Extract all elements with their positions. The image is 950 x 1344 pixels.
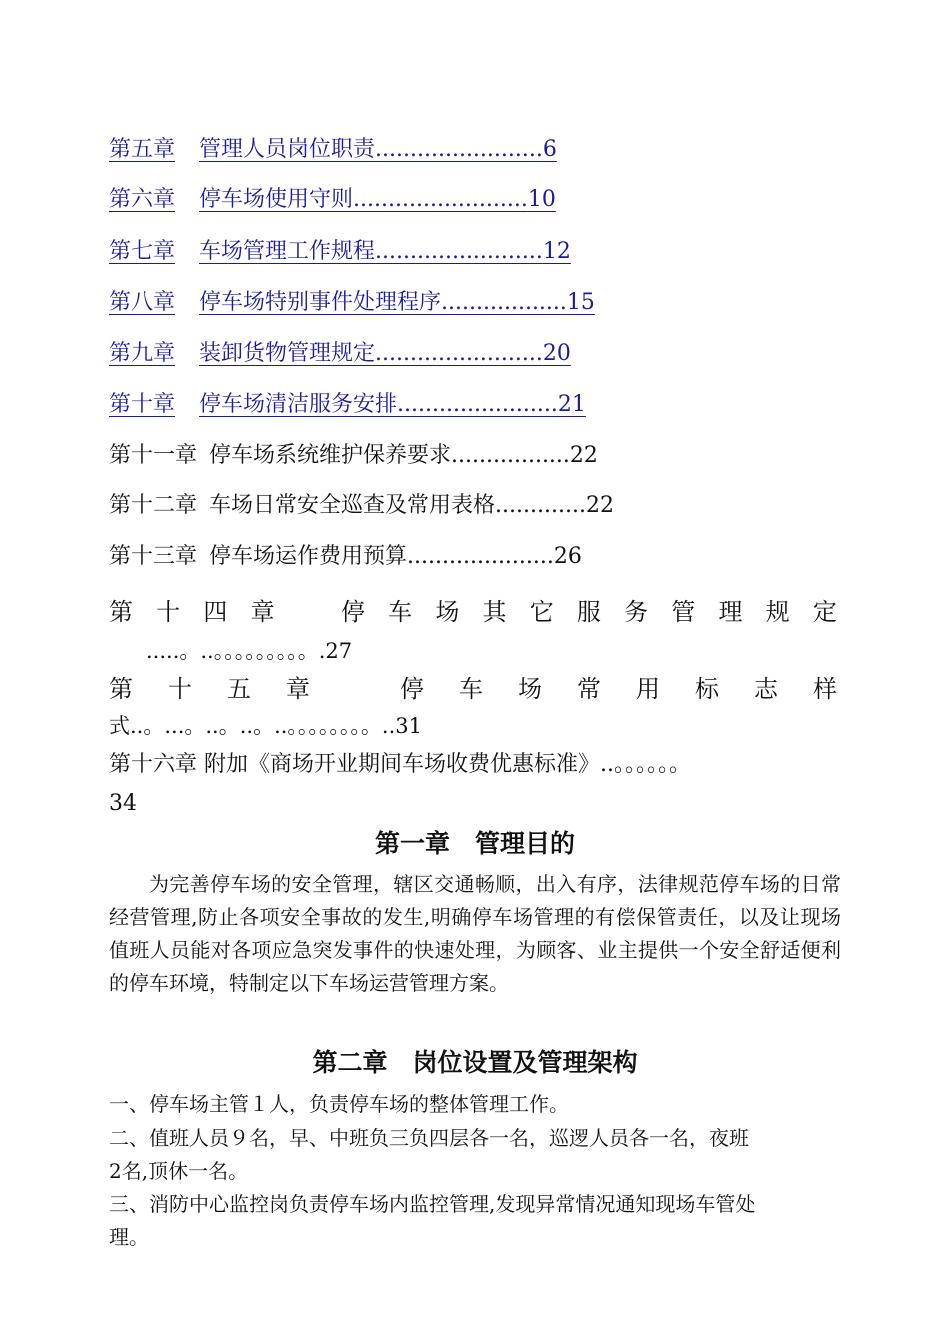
- toc-page-number: 26: [553, 544, 582, 569]
- toc-char: 十: [156, 598, 181, 626]
- staffing-item-2: 二、值班人员９名，早、中班负三负四层各一名，巡逻人员各一名，夜班: [109, 1126, 749, 1150]
- toc-entry-ch15: [109, 673, 837, 705]
- toc-char: 志: [754, 675, 778, 703]
- toc-char: 其: [482, 598, 507, 626]
- toc-dots: .............: [495, 493, 586, 518]
- toc-link-ch10[interactable]: 第十章 停车场清洁服务安排.......................21: [109, 392, 586, 417]
- toc-char: 样: [813, 675, 837, 703]
- chapter1-heading: 第一章 管理目的: [374, 829, 575, 858]
- toc-page-number: 22: [585, 493, 614, 518]
- toc-char: 务: [624, 598, 649, 626]
- toc-page-number: 22: [569, 443, 598, 468]
- toc-char: 章: [250, 598, 275, 626]
- toc-char: 它: [529, 598, 554, 626]
- staffing-item-2-cont: 2名,顶休一名。: [109, 1159, 249, 1183]
- toc-link-ch8[interactable]: 第八章 停车场特别事件处理程序..................15: [109, 290, 595, 315]
- toc-entry-ch8[interactable]: [109, 287, 595, 323]
- toc-entry-ch13: [109, 541, 582, 577]
- toc-link-ch6[interactable]: 第六章 停车场使用守则.........................10: [109, 187, 556, 212]
- toc-chapter-label: 第十一章: [109, 443, 198, 468]
- toc-char: 场: [435, 598, 460, 626]
- toc-char: 定: [812, 598, 837, 626]
- toc-ch15-continuation: 式..。...。..。..。..。。。。。。。。..31: [109, 714, 422, 738]
- toc-chapter-label: 第十三章: [109, 544, 198, 569]
- toc-dots: .....................: [407, 544, 554, 569]
- staffing-item-3: 三、消防中心监控岗负责停车场内监控管理,发现异常情况通知现场车管处: [109, 1192, 756, 1216]
- toc-entry-ch6[interactable]: [109, 184, 556, 220]
- toc-ch14-continuation: .....。..。。。。。。。。。.27: [146, 639, 353, 663]
- toc-chapter-label: 第十二章: [109, 493, 198, 518]
- toc-char: 十: [168, 675, 192, 703]
- staffing-item-1: 一、停车场主管１人，负责停车场的整体管理工作。: [109, 1092, 569, 1116]
- toc-char: 规: [765, 598, 790, 626]
- toc-entry-ch5[interactable]: [109, 134, 557, 170]
- toc-char: 理: [718, 598, 743, 626]
- toc-char: 常: [577, 675, 601, 703]
- toc-title: 车场日常安全巡查及常用表格: [209, 493, 496, 518]
- toc-char: 管: [671, 598, 696, 626]
- toc-entry-ch14: [109, 596, 837, 628]
- toc-char: 场: [518, 675, 542, 703]
- toc-entry-ch11: [109, 440, 598, 476]
- toc-title: 停车场运作费用预算: [209, 544, 408, 569]
- chapter2-heading: 第二章 岗位设置及管理架构: [312, 1048, 638, 1077]
- toc-char: 车: [388, 598, 413, 626]
- toc-char: 五: [227, 675, 251, 703]
- toc-link-ch7[interactable]: 第七章 车场管理工作规程........................12: [109, 239, 571, 264]
- toc-dots: .................: [451, 443, 570, 468]
- toc-entry-ch10[interactable]: [109, 389, 586, 425]
- toc-entry-ch16: 第十六章 附加《商场开业期间车场收费优惠标准》..。。。。。。: [109, 752, 691, 777]
- toc-entry-ch7[interactable]: [109, 236, 571, 272]
- toc-char: 章: [286, 675, 310, 703]
- toc-char: 车: [459, 675, 483, 703]
- toc-title: 停车场系统维护保养要求: [209, 443, 452, 468]
- toc-entry-ch9[interactable]: [109, 338, 571, 374]
- toc-char: 停: [400, 675, 424, 703]
- toc-char: 四: [203, 598, 228, 626]
- toc-char: 标: [695, 675, 719, 703]
- toc-char: 服: [576, 598, 601, 626]
- toc-ch16-page-number: 34: [109, 791, 137, 816]
- toc-char: 停: [340, 598, 365, 626]
- toc-char: 第: [109, 675, 133, 703]
- staffing-item-3-cont: 理。: [109, 1225, 149, 1249]
- toc-link-ch9[interactable]: 第九章 装卸货物管理规定........................20: [109, 341, 571, 366]
- toc-entry-ch12: [109, 490, 614, 526]
- toc-char: 用: [636, 675, 660, 703]
- toc-link-ch5[interactable]: 第五章 管理人员岗位职责........................6: [109, 137, 557, 162]
- toc-char: 第: [109, 598, 133, 626]
- chapter1-paragraph: 为完善停车场的安全管理，辖区交通畅顺，出入有序，法律规范停车场的日常经营管理,防止各项安全事故的发生,明确停车场管理的有偿保管责任，以及让现场值班人员能对各项应急突发事件的快速处理，为顾客、业主提供一个安全舒适便利的停车环境，特制定以下车场运营管理方案。: [109, 872, 841, 995]
